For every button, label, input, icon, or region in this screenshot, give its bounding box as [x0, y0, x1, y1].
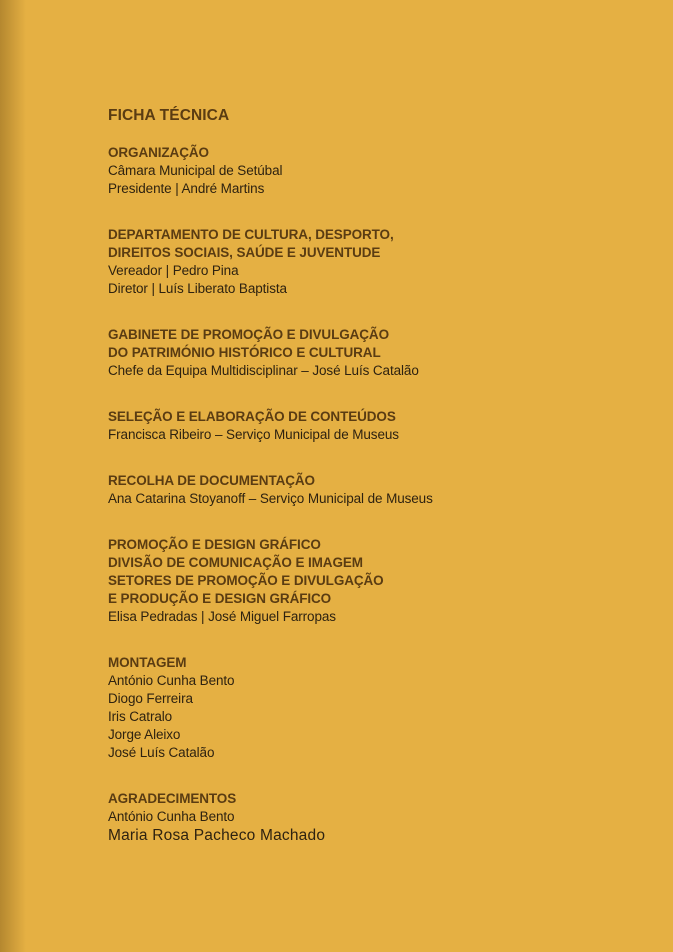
section-agradecimentos	[108, 790, 648, 846]
credit-line: Diogo Ferreira	[108, 691, 193, 706]
credit-line: Francisca Ribeiro – Serviço Municipal de Museus	[108, 427, 399, 442]
credit-line: Diretor | Luís Liberato Baptista	[108, 281, 287, 296]
section-heading: ORGANIZAÇÃO	[108, 145, 209, 160]
page-edge-shadow	[0, 0, 26, 952]
credit-line: Elisa Pedradas | José Miguel Farropas	[108, 609, 336, 624]
credit-line: Presidente | André Martins	[108, 181, 265, 196]
section-heading: DO PATRIMÓNIO HISTÓRICO E CULTURAL	[108, 345, 381, 360]
credit-line: Ana Catarina Stoyanoff – Serviço Municipal de Museus	[108, 491, 433, 506]
credit-line: José Luís Catalão	[108, 745, 215, 760]
section-heading: MONTAGEM	[108, 655, 187, 670]
section-heading: DIVISÃO DE COMUNICAÇÃO E IMAGEM	[108, 555, 363, 570]
section-selecao-conteudos	[108, 408, 648, 444]
credit-line: Vereador | Pedro Pina	[108, 263, 239, 278]
credit-line: António Cunha Bento	[108, 809, 235, 824]
credit-line: Jorge Aleixo	[108, 727, 181, 742]
section-heading: GABINETE DE PROMOÇÃO E DIVULGAÇÃO	[108, 327, 389, 342]
credit-line: Chefe da Equipa Multidisciplinar – José Luís Catalão	[108, 363, 419, 378]
section-heading: AGRADECIMENTOS	[108, 791, 237, 806]
section-organizacao	[108, 144, 648, 198]
section-departamento-cultura	[108, 226, 648, 298]
section-heading: PROMOÇÃO E DESIGN GRÁFICO	[108, 537, 321, 552]
section-heading: DEPARTAMENTO DE CULTURA, DESPORTO,	[108, 227, 394, 242]
credit-line: Maria Rosa Pacheco Machado	[108, 827, 326, 844]
credit-line: Câmara Municipal de Setúbal	[108, 163, 283, 178]
section-montagem	[108, 654, 648, 762]
section-heading: DIREITOS SOCIAIS, SAÚDE E JUVENTUDE	[108, 245, 381, 260]
section-recolha-documentacao	[108, 472, 648, 508]
section-heading: SELEÇÃO E ELABORAÇÃO DE CONTEÚDOS	[108, 409, 396, 424]
section-heading: RECOLHA DE DOCUMENTAÇÃO	[108, 473, 315, 488]
section-heading: SETORES DE PROMOÇÃO E DIVULGAÇÃO	[108, 573, 384, 588]
credit-line: António Cunha Bento	[108, 673, 235, 688]
section-promocao-design	[108, 536, 648, 626]
section-gabinete-promocao	[108, 326, 648, 380]
section-heading: E PRODUÇÃO E DESIGN GRÁFICO	[108, 591, 332, 606]
page-title: FICHA TÉCNICA	[108, 107, 230, 124]
credit-line: Iris Catralo	[108, 709, 173, 724]
credits-page	[108, 106, 648, 874]
